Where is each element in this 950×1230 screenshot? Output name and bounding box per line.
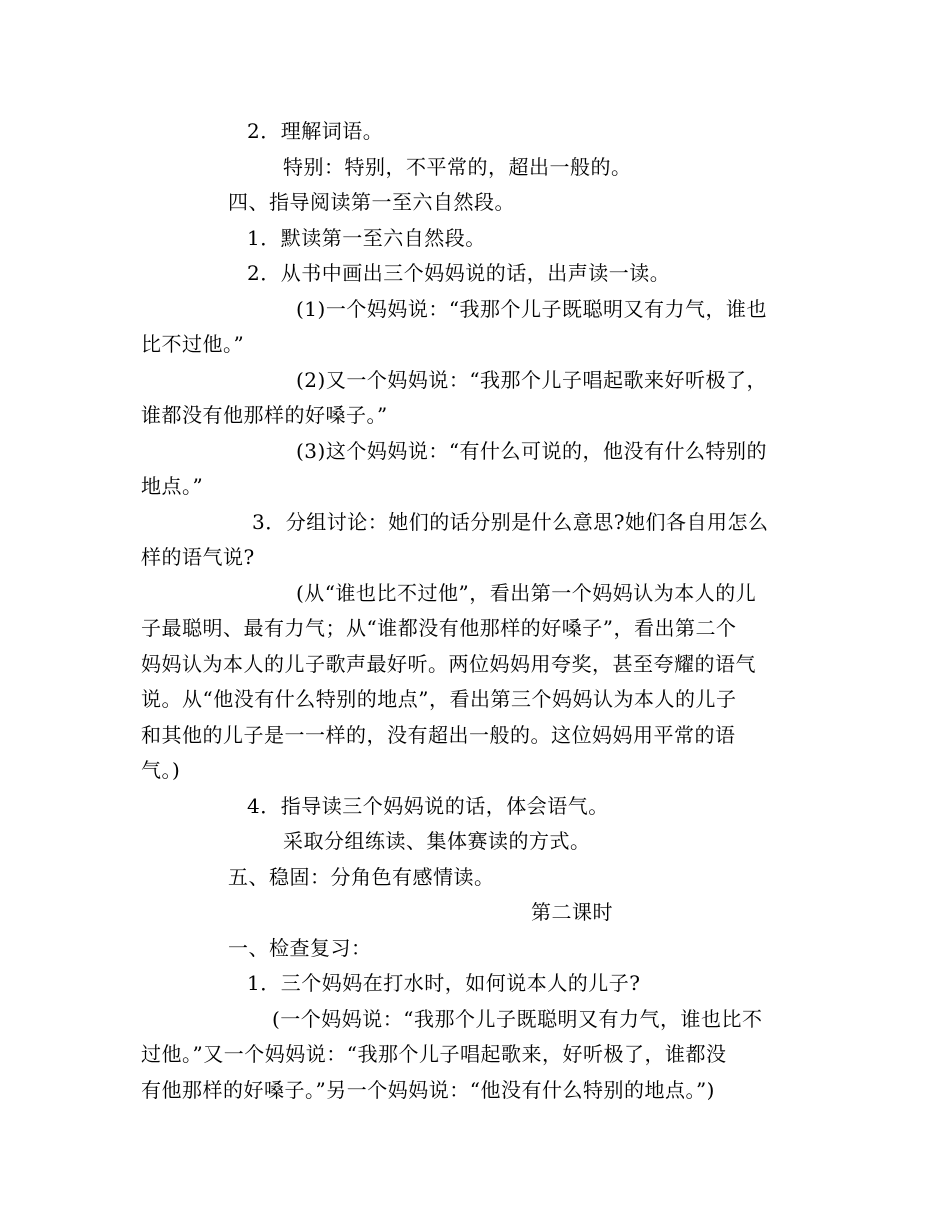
text-line: 2．从书中画出三个妈妈说的话，出声读一读。 <box>247 261 671 285</box>
text-line: 过他。”又一个妈妈说：“我那个儿子唱起歌来，好听极了，谁都没 <box>141 1042 727 1066</box>
text-line: 1．默读第一至六自然段。 <box>247 226 486 250</box>
text-line: 子最聪明、最有力气；从“谁都没有他那样的好嗓子”，看出第二个 <box>141 616 737 640</box>
text-line: 气。) <box>141 758 181 782</box>
text-line: 1．三个妈妈在打水时，如何说本人的儿子? <box>247 971 641 995</box>
text-line: 特别：特别，不平常的，超出一般的。 <box>283 155 632 179</box>
text-line: 比不过他。” <box>141 332 245 356</box>
text-line: (一个妈妈说：“我那个儿子既聪明又有力气，谁也比不 <box>272 1007 763 1031</box>
text-line: 3．分组讨论：她们的话分别是什么意思?她们各自用怎么 <box>252 510 769 534</box>
text-line: 地点。” <box>141 474 204 498</box>
text-line: 有他那样的好嗓子。”另一个妈妈说：“他没有什么特别的地点。”) <box>141 1078 715 1102</box>
section-heading: 一、检查复习： <box>228 936 372 960</box>
text-line: 2．理解词语。 <box>247 119 384 143</box>
section-heading: 五、稳固：分角色有感情读。 <box>228 865 495 889</box>
text-line: 说。从“他没有什么特别的地点”，看出第三个妈妈认为本人的儿子 <box>141 687 737 711</box>
lesson-title: 第二课时 <box>531 900 613 924</box>
text-line: 采取分组练读、集体赛读的方式。 <box>283 829 591 853</box>
text-line: 妈妈认为本人的儿子歌声最好听。两位妈妈用夸奖，甚至夸耀的语气 <box>141 652 756 676</box>
text-line: 谁都没有他那样的好嗓子。” <box>141 403 388 427</box>
text-line: (从“谁也比不过他”，看出第一个妈妈认为本人的儿 <box>296 581 757 605</box>
text-line: (2)又一个妈妈说：“我那个儿子唱起歌来好听极了， <box>296 368 768 392</box>
text-line: (3)这个妈妈说：“有什么可说的，他没有什么特别的 <box>296 439 768 463</box>
text-line: 和其他的儿子是一一样的，没有超出一般的。这位妈妈用平常的语 <box>141 723 736 747</box>
text-line: 样的语气说? <box>141 545 255 569</box>
text-line: (1)一个妈妈说：“我那个儿子既聪明又有力气，谁也 <box>296 297 768 321</box>
text-line: 4．指导读三个妈妈说的话，体会语气。 <box>247 794 609 818</box>
section-heading: 四、指导阅读第一至六自然段。 <box>228 190 515 214</box>
